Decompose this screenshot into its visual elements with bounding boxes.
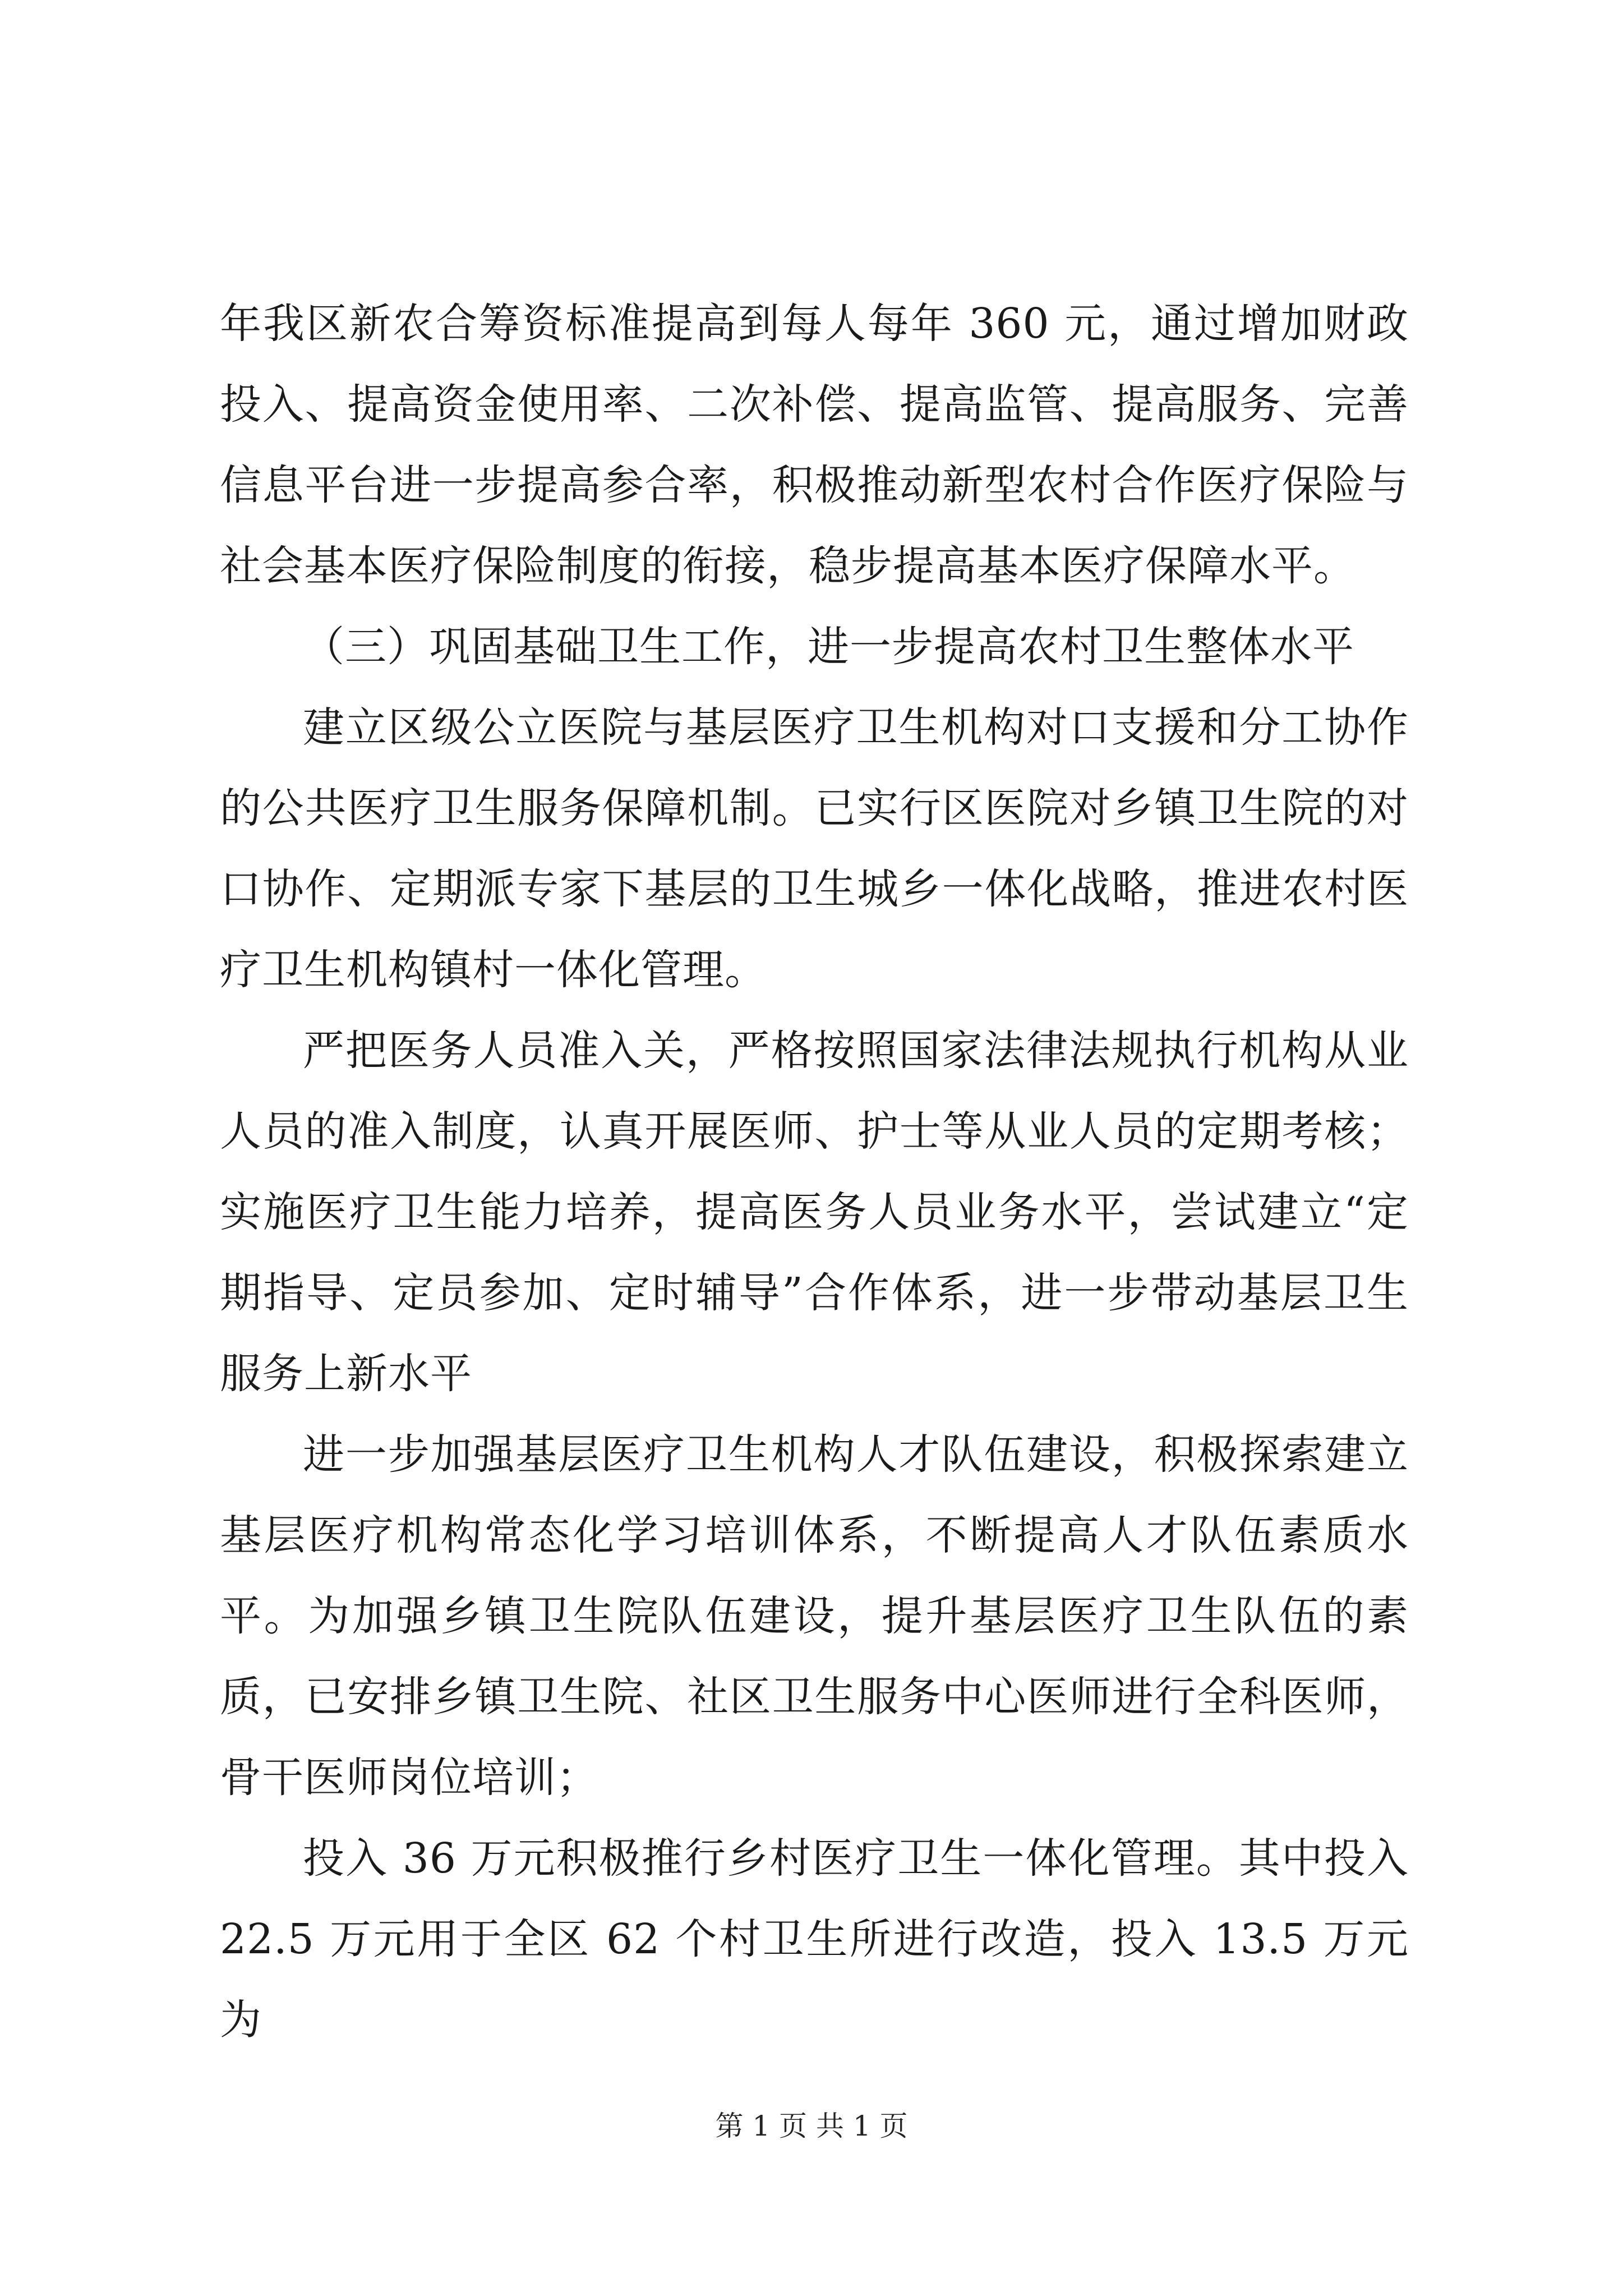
paragraph-2: 建立区级公立医院与基层医疗卫生机构对口支援和分工协作的公共医疗卫生服务保障机制。已实行区医院对乡镇卫生院的对口协作、定期派专家下基层的卫生城乡一体化战略，推进农村医疗卫生机构镇村一体化管理。 [220, 703, 1409, 994]
document-body [220, 283, 1409, 2060]
paragraph-5: 投入 36 万元积极推行乡村医疗卫生一体化管理。其中投入 22.5 万元用于全区 62 个村卫生所进行改造，投入 13.5 万元为 [220, 1834, 1409, 2044]
page-footer: 第 1 页 共 1 页 [715, 2110, 908, 2142]
section-heading: （三）巩固基础卫生工作，进一步提高农村卫生整体水平 [303, 623, 1354, 671]
paragraph-4: 进一步加强基层医疗卫生机构人才队伍建设，积极探索建立基层医疗机构常态化学习培训体系，不断提高人才队伍素质水平。为加强乡镇卫生院队伍建设，提升基层医疗卫生队伍的素质，已安排乡镇卫生院、社区卫生服务中心医师进行全科医师，骨干医师岗位培训； [220, 1430, 1409, 1802]
paragraph-3: 严把医务人员准入关，严格按照国家法律法规执行机构从业人员的准入制度，认真开展医师、护士等从业人员的定期考核；实施医疗卫生能力培养，提高医务人员业务水平，尝试建立“定期指导、定员参加、定时辅导”合作体系，进一步带动基层卫生服务上新水平 [220, 1027, 1409, 1398]
paragraph-1: 年我区新农合筹资标准提高到每人每年 360 元，通过增加财政投入、提高资金使用率、二次补偿、提高监管、提高服务、完善信息平台进一步提高参合率，积极推动新型农村合作医疗保险与社会基本医疗保险制度的衔接，稳步提高基本医疗保障水平。 [220, 300, 1409, 590]
